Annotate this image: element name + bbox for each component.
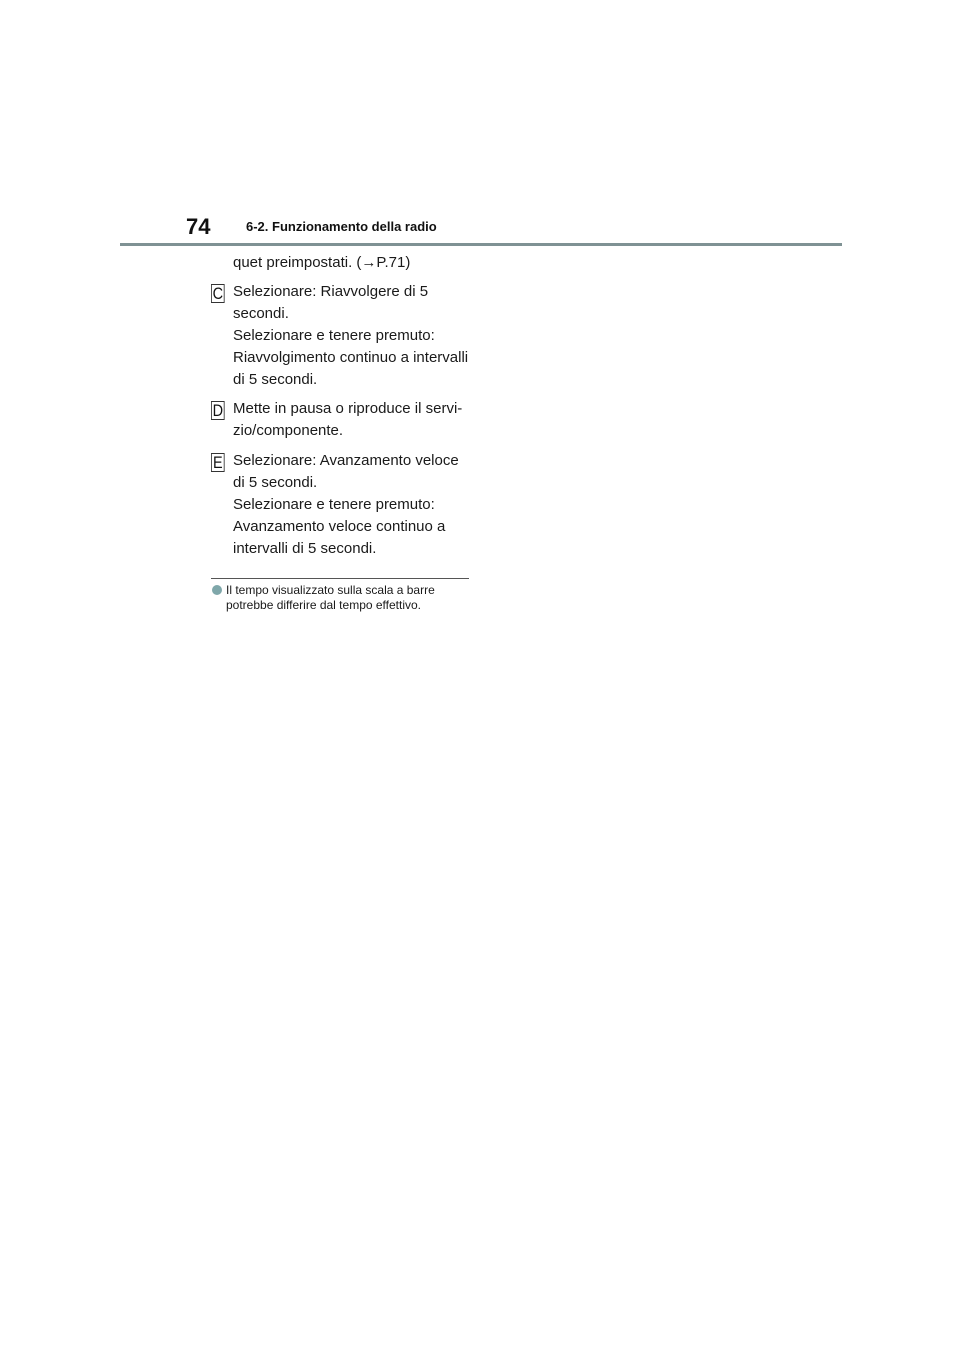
item-c-text (233, 281, 483, 391)
item-c-line-1: Selezionare: Riavvolgere di 5 (233, 283, 429, 300)
item-c-line-3: Selezionare e tenere premuto: (233, 327, 435, 344)
item-e-line-2: di 5 secondi. (233, 474, 318, 491)
item-c-line-5: di 5 secondi. (233, 371, 318, 388)
item-c-line-2: secondi. (233, 305, 289, 322)
item-d-line-2: zio/componente. (233, 422, 344, 439)
item-e-text (233, 450, 483, 560)
item-c-line-4: Riavvolgimento continuo a intervalli (233, 349, 469, 366)
marker-e: E (212, 453, 223, 472)
item-d-line-1: Mette in pausa o riproduce il servi- (233, 400, 463, 417)
page-number: 74 (186, 214, 211, 239)
note-text (226, 583, 476, 613)
note-bullet-icon (212, 585, 222, 595)
intro-line: quet preimpostati. (→P.71) (233, 254, 411, 271)
section-title: 6-2. Funzionamento della radio (246, 219, 437, 234)
item-e-line-3: Selezionare e tenere premuto: (233, 496, 435, 513)
intro-text (233, 252, 483, 274)
item-d-text (233, 398, 483, 442)
note-line-2: potrebbe differire dal tempo effettivo. (226, 598, 422, 612)
item-e-line-5: intervalli di 5 secondi. (233, 540, 377, 557)
note-divider (211, 578, 469, 579)
item-e-line-1: Selezionare: Avanzamento veloce (233, 452, 459, 469)
header-divider (120, 243, 842, 246)
marker-d: D (212, 401, 224, 420)
note-line-1: Il tempo visualizzato sulla scala a barre (226, 583, 435, 597)
marker-c: C (212, 284, 224, 303)
item-e-line-4: Avanzamento veloce continuo a (233, 518, 446, 535)
